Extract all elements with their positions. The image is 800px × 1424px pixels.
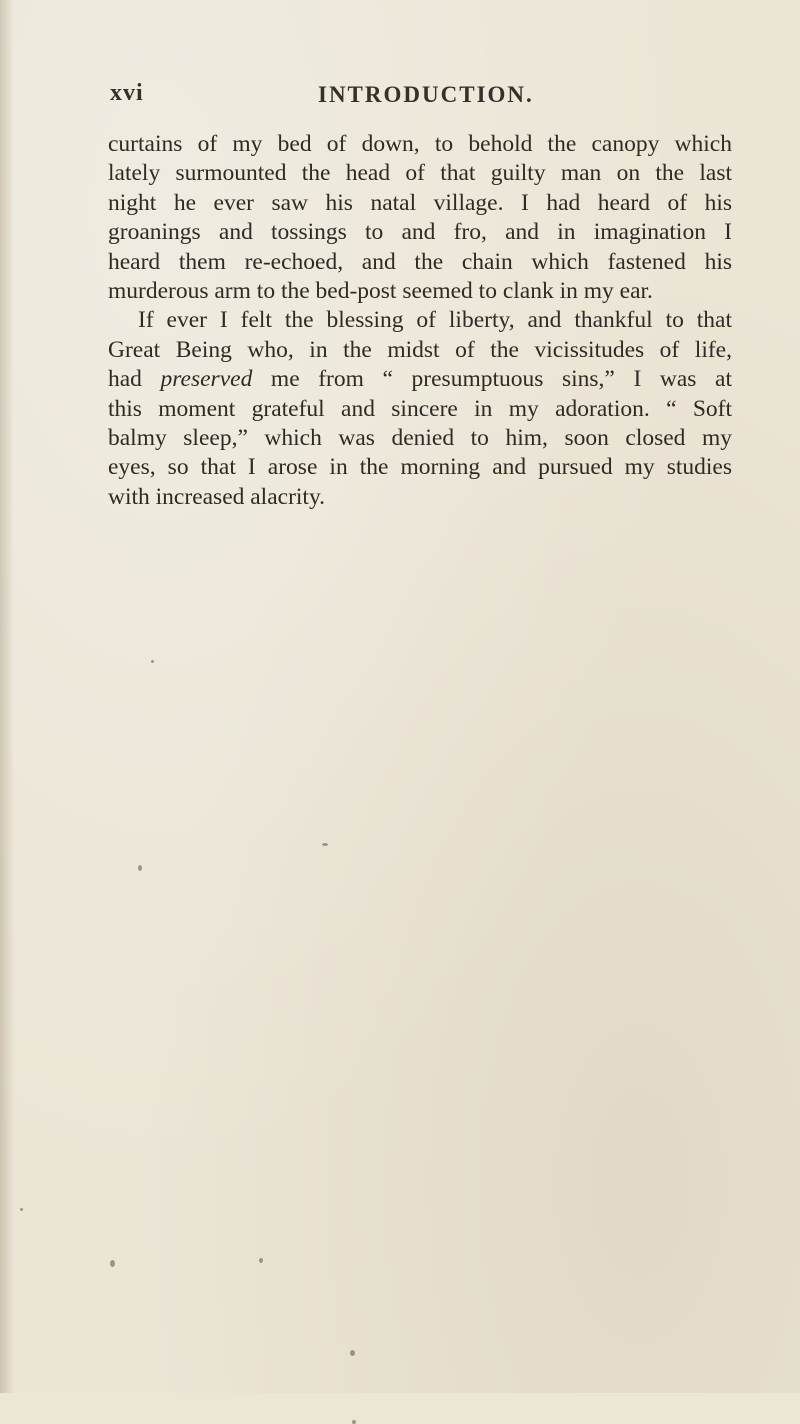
running-head [110,80,720,114]
paper-speck [259,1258,263,1263]
paper-speck [352,1420,356,1424]
paper-speck [151,660,154,663]
paper-speck [138,865,142,871]
paragraph-start-line: If ever I felt the blessing of liberty, and thankful to that [138,307,732,334]
text-line: with increased alacrity. [108,483,326,510]
text-line: heard them re-echoed, and the chain which fastened his [108,248,732,275]
running-title: INTRODUCTION. [318,82,534,107]
paper-speck [322,843,328,846]
text-line: this moment grateful and sincere in my adoration. “ Soft [108,395,732,422]
text-line: groanings and tossings to and fro, and in imagination I [108,219,732,246]
text-line: curtains of my bed of down, to behold the canopy which [108,131,732,157]
paper-speck [350,1350,355,1356]
text-line: murderous arm to the bed-post seemed to clank in my ear. [108,277,653,304]
italic-word: preserved [160,366,253,393]
text-line: lately surmounted the head of that guilty man on the last [108,160,732,187]
text-line: balmy sleep,” which was denied to him, soon closed my [108,424,732,451]
text-line: had preserved me from “ presumptuous sins,” I was at [108,366,732,393]
page-gutter-shadow [0,0,14,1393]
paper-speck [20,1208,23,1211]
text-line: eyes, so that I arose in the morning and pursued my studies [108,454,732,481]
text-line: Great Being who, in the midst of the vicissitudes of life, [108,336,732,363]
page-number: xvi [110,80,144,106]
body-text [108,130,732,512]
text-line: night he ever saw his natal village. I had heard of his [108,189,732,216]
paper-speck [110,1260,115,1267]
